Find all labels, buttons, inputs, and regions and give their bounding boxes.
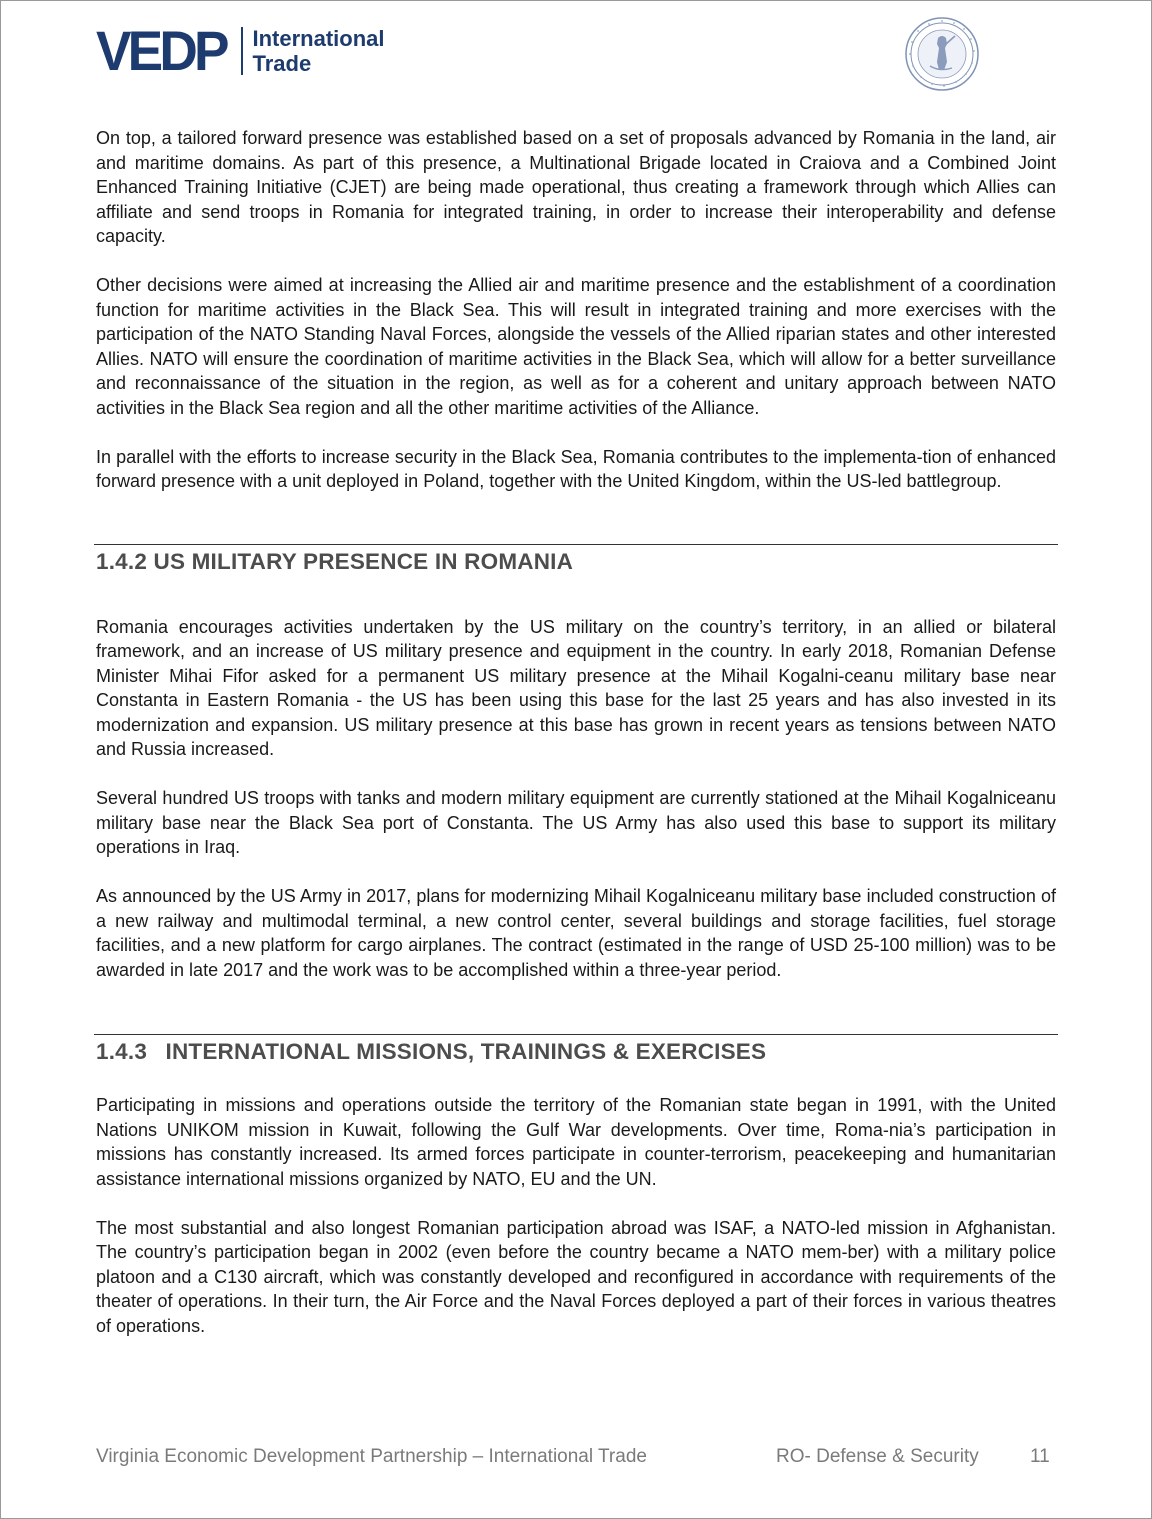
section-heading (96, 1039, 1056, 1065)
main-content (96, 126, 1056, 1338)
paragraph: Participating in missions and operations outside the territory of the Romanian state began in 1991, with the United Nations UNIKOM mission in Kuwait, following the Gulf War developments. Over time, Roma-nia’s participation in missions has constantly increased. Its armed forces participate in counter-terrorism, peacekeeping and humanitarian assistance international missions organized by NATO, EU and the UN. (96, 1095, 1056, 1189)
section-1-4-3 (94, 1034, 1058, 1065)
paragraph: As announced by the US Army in 2017, plans for modernizing Mihail Kogalniceanu military base included construction of a new railway and multimodal terminal, a new control center, several buildings and storage facilities, fuel storage facilities, and a new platform for cargo airplanes. The contract (estimated in the range of USD 25-100 million) was to be awarded in late 2017 and the work was to be accomplished within a three-year period. (96, 886, 1056, 980)
section-heading (96, 549, 1056, 575)
virginia-seal-icon (904, 16, 980, 92)
paragraph: Several hundred US troops with tanks and modern military equipment are currently stationed at the Mihail Kogalniceanu military base near the Black Sea port of Constanta. The US Army has also used this base to support its military operations in Iraq. (96, 788, 1056, 857)
footer-organization: Virginia Economic Development Partnership – International Trade (96, 1446, 647, 1467)
section-1-4-2 (94, 544, 1058, 575)
paragraph: In parallel with the efforts to increase security in the Black Sea, Romania contributes to the implementa-tion of enhanced forward presence with a unit deployed in Poland, together with the United Kingdom, within the US-led battlegroup. (96, 446, 1056, 491)
page-number: 11 (1030, 1446, 1050, 1467)
paragraph: On top, a tailored forward presence was established based on a set of proposals advanced by Romania in the land, air and maritime domains. As part of this presence, a Multinational Brigade located in Craiova and a Combined Joint Enhanced Training Initiative (CJET) are being made operational, thus creating a framework through which Allies can affiliate and send troops in Romania for integrated training, in order to increase their interoperability and defense capacity. (96, 128, 1056, 246)
logo-line-1: International (252, 26, 385, 51)
section-title: INTERNATIONAL MISSIONS, TRAININGS & EXERCISES (165, 1039, 767, 1064)
footer-document-title: RO- Defense & Security (776, 1446, 979, 1467)
logo-line-2: Trade (252, 51, 312, 76)
section-number: 1.4.2 (96, 548, 148, 574)
page-header (96, 19, 1056, 84)
section-title: US MILITARY PRESENCE IN ROMANIA (153, 548, 574, 574)
paragraph: Romania encourages activities undertaken by the US military on the country’s territory, in an allied or bilateral framework, and an increase of US military presence and equipment in the country. In early 2018, Romanian Defense Minister Mihai Fifor asked for a permanent US military presence at the Mihail Kogalni-ceanu military base near Constanta in Eastern Romania - the US has been using this base for the last 25 years and has also invested in its modernization and expansion. US military presence at this base has grown in recent years as tensions between NATO and Russia increased. (96, 616, 1056, 759)
paragraph: Other decisions were aimed at increasing the Allied air and maritime presence and the establishment of a coordination function for maritime activities in the Black Sea. This will result in integrated training and more exercises with the participation of the NATO Standing Naval Forces, alongside the vessels of the Allied riparian states and other interested Allies. NATO will ensure the coordination of maritime activities in the Black Sea, which will allow for a better surveillance and reconnaissance of the situation in the region, as well as for a coherent and unitary approach between NATO activities in the Black Sea region and all the other maritime activities of the Alliance. (96, 275, 1056, 418)
logo-text (253, 26, 385, 76)
paragraph: The most substantial and also longest Romanian participation abroad was ISAF, a NATO-led mission in Afghanistan. The country’s participation began in 2002 (even before the country became a NATO mem-ber) with a military police platoon and a C130 aircraft, which was constantly developed and reconfigured in accordance with requirements of the theater of operations. In their turn, the Air Force and the Naval Forces deployed a part of their forces in various theatres of operations. (96, 1217, 1056, 1336)
section-number: 1.4.3 (96, 1039, 148, 1064)
logo-divider (241, 27, 243, 75)
vedp-logo (96, 19, 385, 82)
logo-mark: VEDP (96, 19, 226, 82)
page-footer (96, 1446, 1056, 1472)
